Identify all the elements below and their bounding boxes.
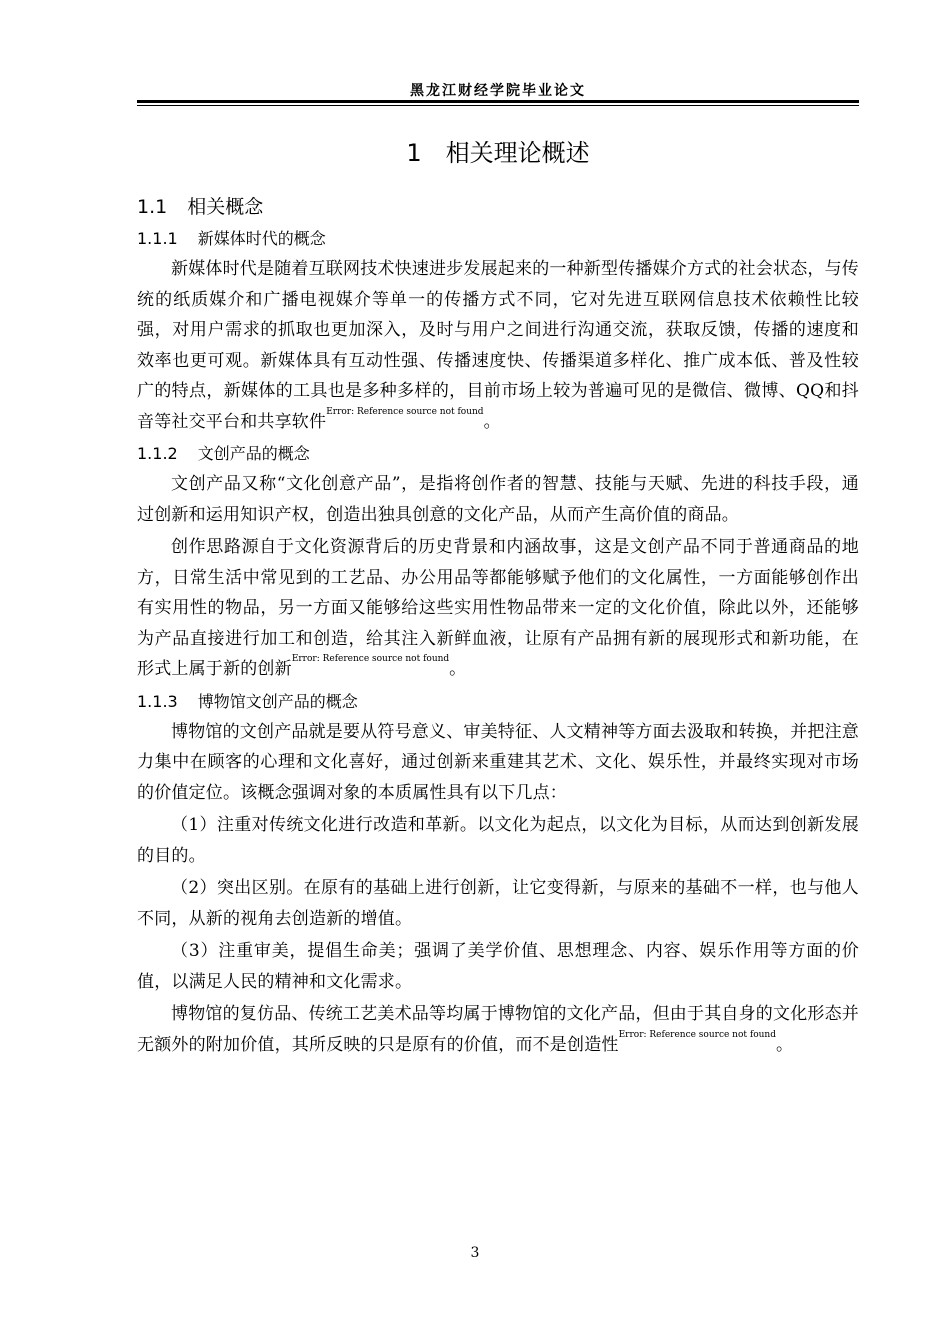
- paragraph-text: 新媒体时代是随着互联网技术快速进步发展起来的一种新型传播媒介方式的社会状态，与传统的纸质媒介和广播电视媒介等单一的传播方式不同，它对先进互联网信息技术依赖性比较强，对用户需求的抓取也更加深入，及时与用户之间进行沟通交流，获取反馈，传播的速度和效率也更可观。新媒体具有互动性强、传播速度快、传播渠道多样化、推广成本低、普及性较广的特点，新媒体的工具也是多种多样的，目前市场上较为普遍可见的是微信、微博、QQ和抖音等社交平台和共享软件: [137, 259, 859, 432]
- section-title: 相关概念: [187, 196, 264, 218]
- subsection-heading-1-1-1: [137, 226, 859, 252]
- chapter-number: 1: [406, 139, 422, 167]
- list-item-2: （2）突出区别。在原有的基础上进行创新，让它变得新，与原来的基础不一样，也与他人不同，从新的视角去创造新的增值。: [137, 878, 859, 929]
- paragraph-museum-replicas: [137, 999, 859, 1060]
- subsection-title: 新媒体时代的概念: [197, 229, 326, 248]
- running-header: 黑龙江财经学院毕业论文: [410, 83, 586, 99]
- subsection-heading-1-1-2: [137, 441, 859, 467]
- subsection-number: 1.1.3: [137, 691, 178, 711]
- header-rule-thin: [137, 105, 859, 106]
- paragraph-text: 博物馆的复仿品、传统工艺美术品等均属于博物馆的文化产品，但由于其自身的文化形态并无额外的附加价值，其所反映的只是原有的价值，而不是创造性: [137, 1004, 859, 1055]
- chapter-title: [137, 138, 859, 168]
- subsection-title: 博物馆文创产品的概念: [197, 691, 358, 711]
- citation-error: Error: Reference source not found: [326, 406, 484, 417]
- paragraph-cultural-product-definition: 文创产品又称“文化创意产品”，是指将创作者的智慧、技能与天赋、先进的科技手段，通过创新和运用知识产权，创造出独具创意的文化产品，从而产生高价值的商品。: [137, 474, 859, 525]
- page-number: 3: [470, 1245, 480, 1261]
- paragraph-end: 。: [449, 659, 467, 679]
- list-item-1: （1）注重对传统文化进行改造和革新。以文化为起点，以文化为目标，从而达到创新发展的目的。: [137, 815, 859, 866]
- subsection-title: 文创产品的概念: [197, 444, 310, 463]
- list-item-3: （3）注重审美，提倡生命美；强调了美学价值、思想理念、内容、娱乐作用等方面的价值，以满足人民的精神和文化需求。: [137, 941, 859, 992]
- paragraph-text: 创作思路源自于文化资源背后的历史背景和内涵故事，这是文创产品不同于普通商品的地方，日常生活中常见到的工艺品、办公用品等都能够赋予他们的文化属性，一方面能够创作出有实用性的物品，另一方面又能够给这些实用性物品带来一定的文化价值，除此以外，还能够为产品直接进行加工和创造，给其注入新鲜血液，让原有产品拥有新的展现形式和新功能，在形式上属于新的创新: [137, 537, 859, 679]
- paragraph-cultural-product-origin: [137, 532, 859, 685]
- subsection-number: 1.1.2: [137, 444, 178, 463]
- chapter-title-text: 相关理论概述: [445, 139, 590, 167]
- subsection-heading-1-1-3: [137, 689, 859, 715]
- paragraph-new-media: [137, 254, 859, 437]
- page-body: [137, 128, 859, 1062]
- section-number: 1.1: [137, 196, 168, 218]
- section-heading-1-1: [137, 192, 859, 222]
- citation-error: Error: Reference source not found: [618, 1029, 776, 1040]
- header-rule-thick: [137, 100, 859, 103]
- paragraph-end: 。: [775, 1034, 794, 1055]
- subsection-number: 1.1.1: [137, 229, 178, 248]
- paragraph-museum-product: 博物馆的文创产品就是要从符号意义、审美特征、人文精神等方面去汲取和转换，并把注意力集中在顾客的心理和文化喜好，通过创新来重建其艺术、文化、娱乐性，并最终实现对市场的价值定位。该概念强调对象的本质属性具有以下几点：: [137, 721, 859, 803]
- citation-error: Error: Reference source not found: [291, 654, 450, 664]
- paragraph-end: 。: [483, 411, 501, 432]
